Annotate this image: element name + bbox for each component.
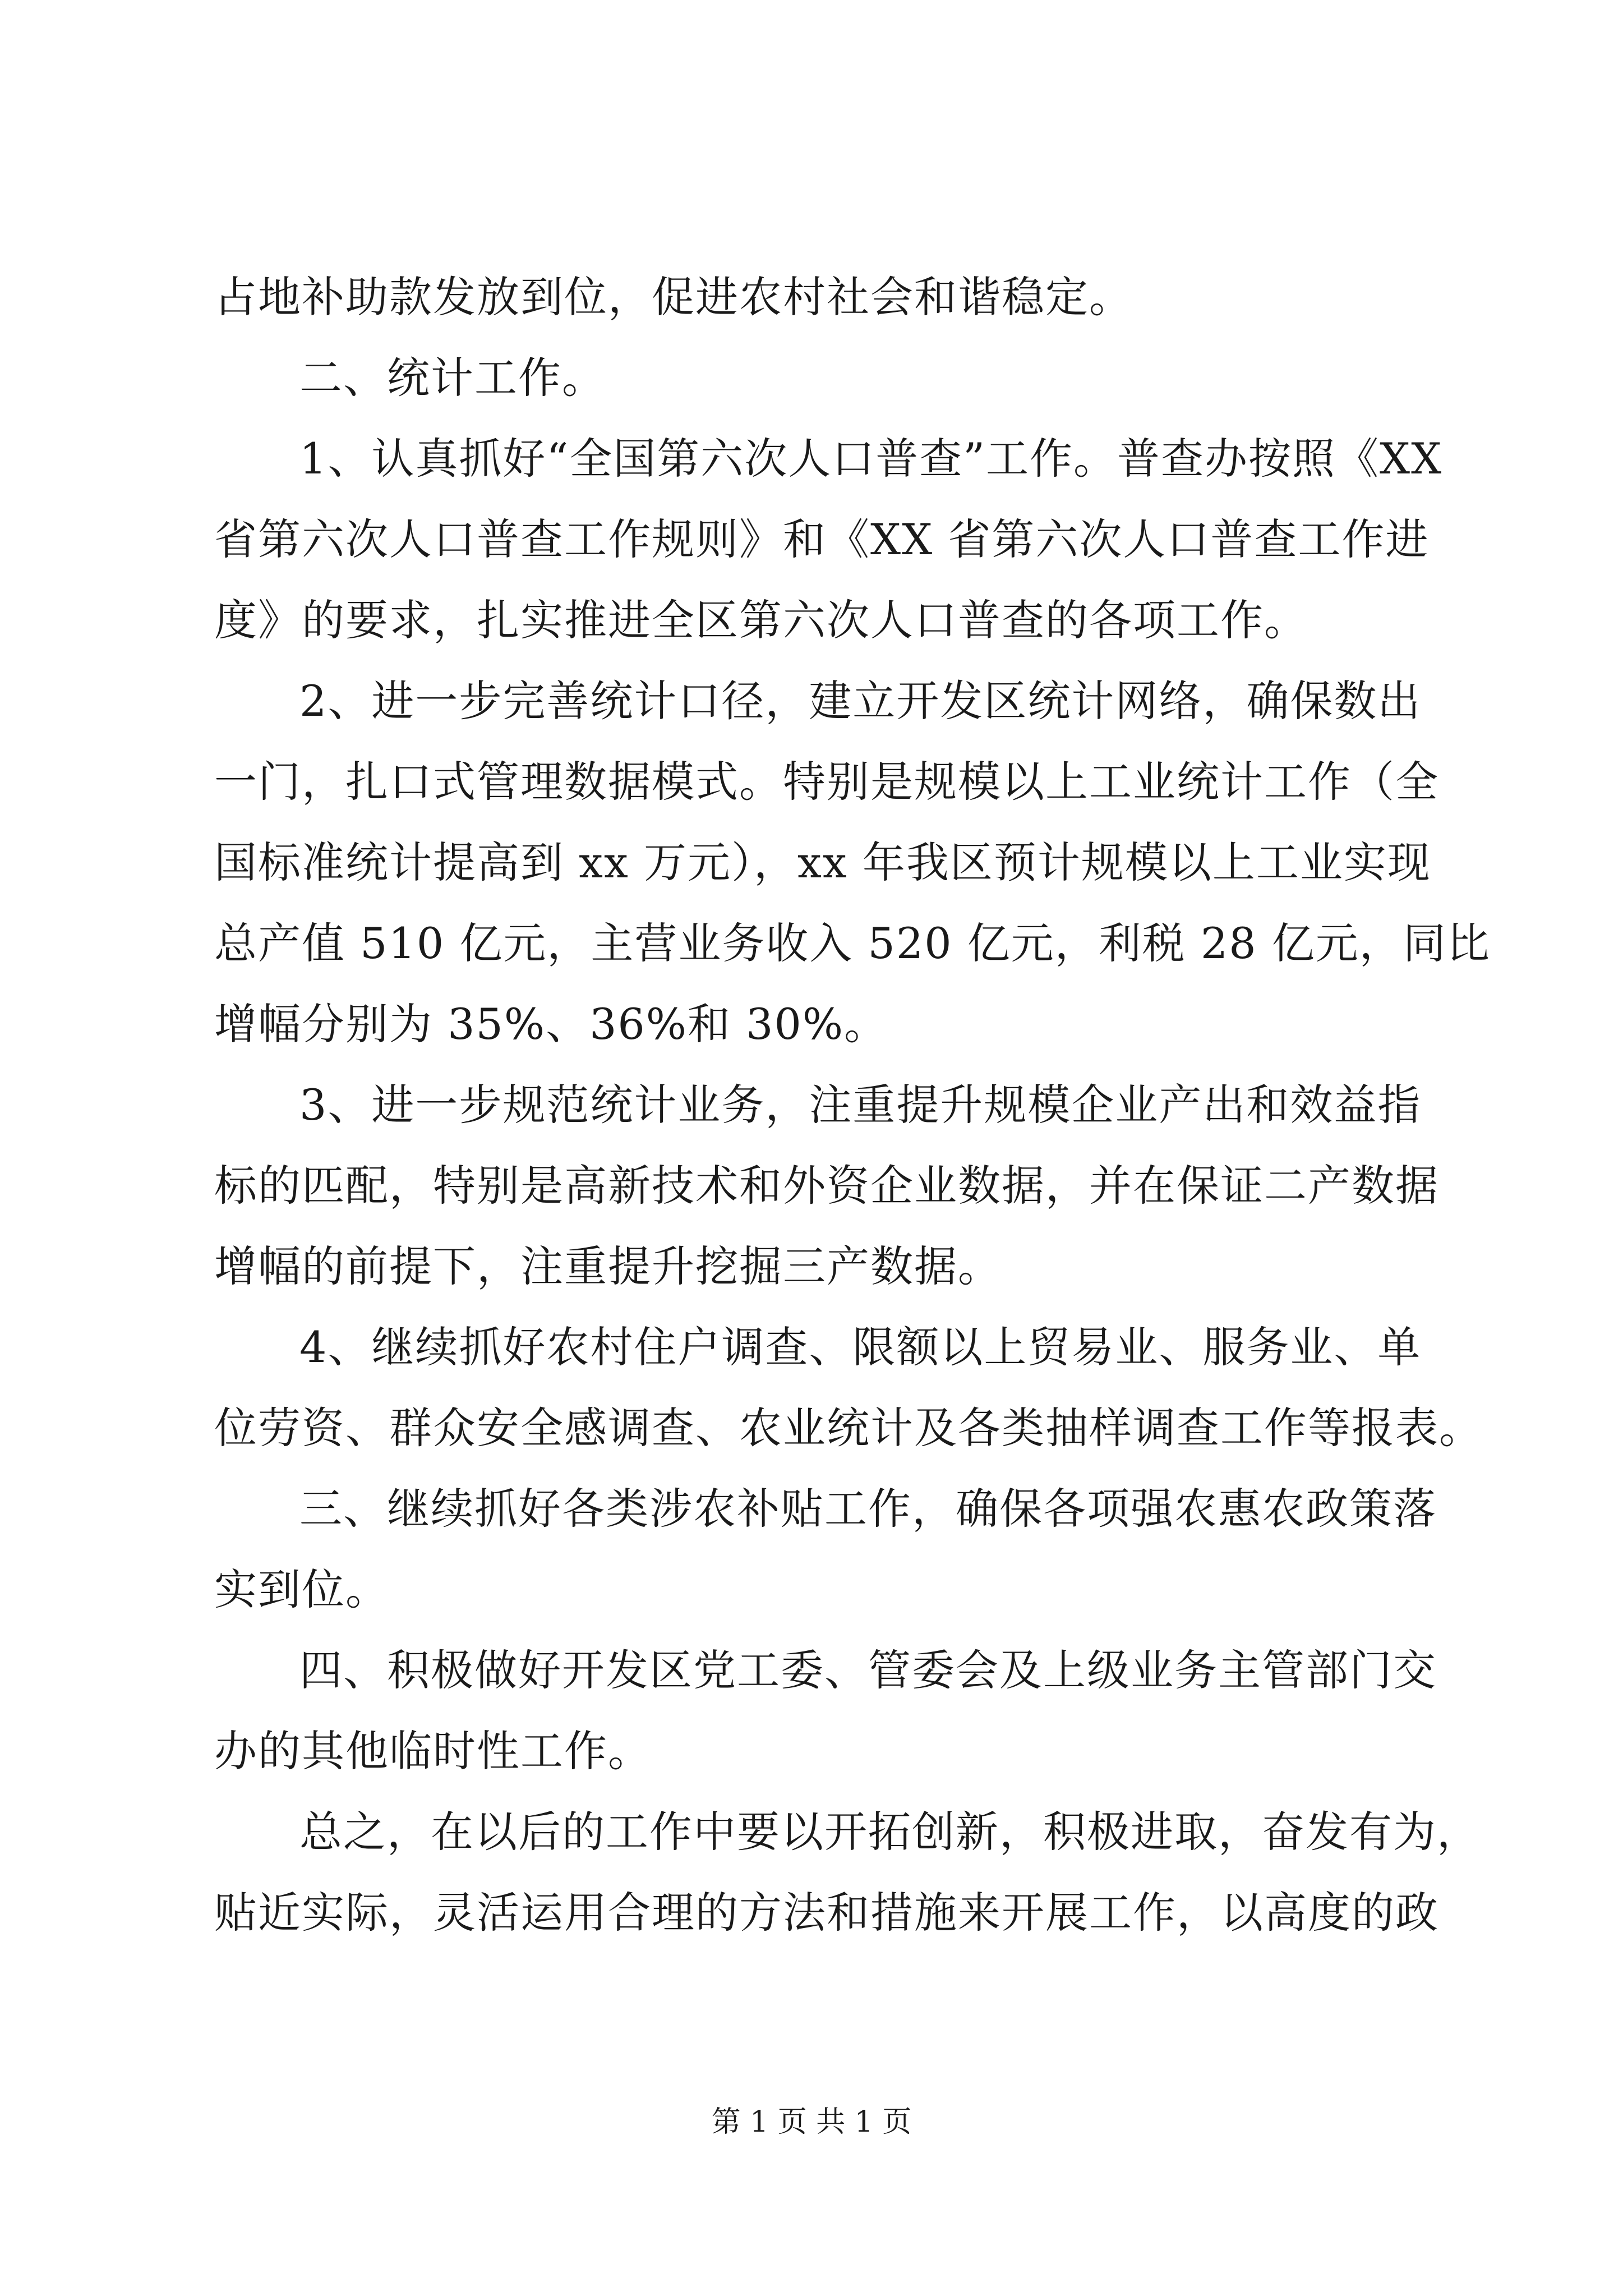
page-footer: 第 1 页 共 1 页 [711, 2105, 912, 2139]
text-line: 3、进一步规范统计业务，注重提升规模企业产出和效益指 [299, 1080, 1422, 1130]
text-line: 总之，在以后的工作中要以开拓创新，积极进取，奋发有为， [299, 1807, 1481, 1857]
text-line: 度》的要求，扎实推进全区第六次人口普查的各项工作。 [214, 595, 1308, 645]
section-heading: 三、继续抓好各类涉农补贴工作，确保各项强农惠农政策落 [299, 1484, 1437, 1534]
text-line: 国标准统计提高到 xx 万元），xx 年我区预计规模以上工业实现 [214, 838, 1431, 887]
text-line: 1、认真抓好“全国第六次人口普查”工作。普查办按照《XX [299, 434, 1443, 484]
text-line: 省第六次人口普查工作规则》和《XX 省第六次人口普查工作进 [214, 514, 1430, 564]
text-line: 标的匹配，特别是高新技术和外资企业数据，并在保证二产数据 [214, 1161, 1439, 1211]
text-line: 4、继续抓好农村住户调查、限额以上贸易业、服务业、单 [299, 1322, 1422, 1372]
section-heading: 二、统计工作。 [299, 353, 606, 403]
section-heading: 四、积极做好开发区党工委、管委会及上级业务主管部门交 [299, 1645, 1437, 1695]
text-line: 增幅的前提下，注重提升挖掘三产数据。 [214, 1241, 1002, 1291]
text-line: 位劳资、群众安全感调查、农业统计及各类抽样调查工作等报表。 [214, 1403, 1483, 1453]
text-line: 2、进一步完善统计口径，建立开发区统计网络，确保数出 [299, 676, 1422, 726]
text-line: 占地补助款发放到位，促进农村社会和谐稳定。 [214, 272, 1133, 322]
text-line: 总产值 510 亿元，主营业务收入 520 亿元，利税 28 亿元，同比 [214, 918, 1491, 968]
text-line: 实到位。 [214, 1565, 389, 1614]
text-line: 贴近实际，灵活运用合理的方法和措施来开展工作，以高度的政 [214, 1888, 1439, 1938]
text-line: 一门，扎口式管理数据模式。特别是规模以上工业统计工作（全 [214, 757, 1439, 807]
document-body [214, 257, 1491, 1953]
text-line: 增幅分别为 35%、36%和 30%。 [214, 999, 888, 1049]
text-line: 办的其他临时性工作。 [214, 1726, 652, 1776]
